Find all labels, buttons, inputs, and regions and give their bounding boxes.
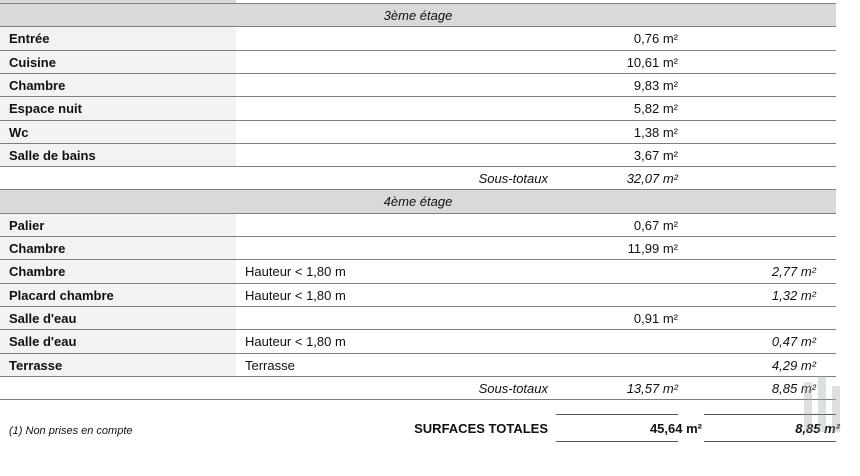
room-label: Chambre <box>0 260 236 283</box>
room-label: Terrasse <box>0 354 236 377</box>
room-label: Cuisine <box>0 51 236 74</box>
room-label: Salle d'eau <box>0 307 236 330</box>
totals-line-1 <box>556 414 678 415</box>
subtotal-row <box>0 377 836 400</box>
totals-label: SURFACES TOTALES <box>414 421 548 436</box>
table-row <box>0 121 836 144</box>
subtotal-row <box>0 167 836 190</box>
subtotal-label: Sous-totaux <box>478 381 548 396</box>
footnote: (1) Non prises en compte <box>9 425 133 437</box>
table-row <box>0 354 836 377</box>
table-row <box>0 144 836 167</box>
room-label: Espace nuit <box>0 97 236 120</box>
table-row <box>0 97 836 120</box>
room-label: Entrée <box>0 27 236 50</box>
floor-title: 4ème étage <box>383 194 453 209</box>
room-label: Salle de bains <box>0 144 236 167</box>
watermark-logo-icon <box>800 372 844 442</box>
room-note: Hauteur < 1,80 m <box>245 288 346 303</box>
room-area: 0,67 m² <box>633 218 678 233</box>
room-excluded-area: 1,32 m² <box>771 288 816 303</box>
room-note: Hauteur < 1,80 m <box>245 334 346 349</box>
table-row <box>0 27 836 50</box>
subtotal-area: 32,07 m² <box>626 171 678 186</box>
room-area: 3,67 m² <box>633 148 678 163</box>
table-row <box>0 307 836 330</box>
floor-header <box>0 4 836 27</box>
room-excluded-area: 0,47 m² <box>771 334 816 349</box>
room-note: Hauteur < 1,80 m <box>245 264 346 279</box>
room-excluded-area: 2,77 m² <box>771 264 816 279</box>
room-excluded-area: 4,29 m² <box>771 358 816 373</box>
room-label: Chambre <box>0 74 236 97</box>
room-area: 9,83 m² <box>633 78 678 93</box>
room-label: Wc <box>0 121 236 144</box>
table-row <box>0 284 836 307</box>
subtotal-area: 13,57 m² <box>626 381 678 396</box>
floor-header <box>0 190 836 213</box>
room-note: Terrasse <box>245 358 295 373</box>
room-area: 0,91 m² <box>633 311 678 326</box>
table-row <box>0 330 836 353</box>
subtotal-excluded: 8,85 m² <box>771 381 816 396</box>
floor-title: 3ème étage <box>383 8 453 23</box>
totals-area: 45,64 m² <box>649 421 702 436</box>
table-row <box>0 214 836 237</box>
room-area: 5,82 m² <box>633 101 678 116</box>
room-label: Salle d'eau <box>0 330 236 353</box>
row-divider <box>0 399 836 400</box>
totals-excluded: 8,85 m² <box>795 421 840 436</box>
room-area: 11,99 m² <box>627 241 678 256</box>
room-label: Placard chambre <box>0 284 236 307</box>
room-area: 0,76 m² <box>633 31 678 46</box>
table-row <box>0 51 836 74</box>
room-area: 1,38 m² <box>633 125 678 140</box>
table-row <box>0 260 836 283</box>
room-area: 10,61 m² <box>626 55 678 70</box>
totals-line-3 <box>556 441 678 442</box>
table-row <box>0 237 836 260</box>
room-label: Chambre <box>0 237 236 260</box>
room-label: Palier <box>0 214 236 237</box>
table-row <box>0 74 836 97</box>
subtotal-label: Sous-totaux <box>478 171 548 186</box>
